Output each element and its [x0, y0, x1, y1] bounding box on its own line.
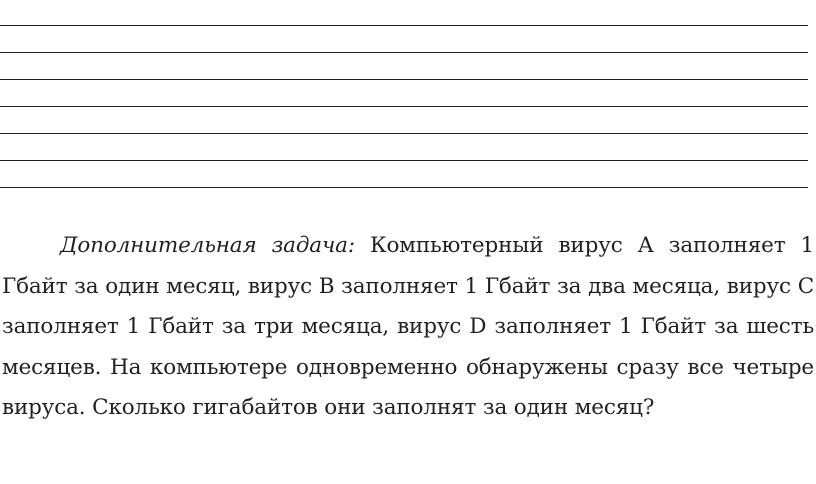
additional-task — [2, 226, 814, 429]
answer-line — [0, 52, 808, 53]
task-text: Компьютерный вирус А заполняет 1 Гбайт за один месяц, вирус В заполняет 1 Гбайт за два месяца, вирус С заполняет 1 Гбайт за три месяца, вирус D заполняет 1 Гбайт за шесть месяцев. На компьютере одновременно обнаружены сразу все четыре вируса. Сколько гигабайтов они заполнят за один месяц? — [2, 233, 815, 420]
answer-line — [0, 25, 808, 26]
answer-line — [0, 160, 808, 161]
answer-line — [0, 187, 808, 188]
answer-line — [0, 133, 808, 134]
answer-line — [0, 106, 808, 107]
answer-line — [0, 79, 808, 80]
task-label: Дополнительная задача: — [60, 233, 355, 258]
